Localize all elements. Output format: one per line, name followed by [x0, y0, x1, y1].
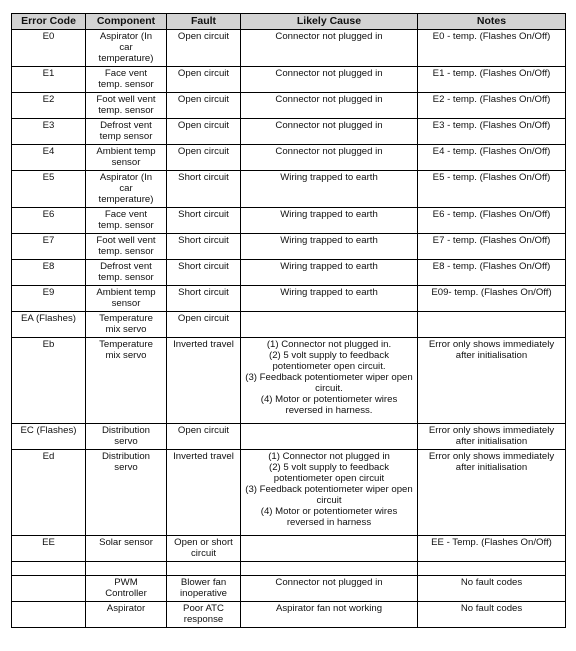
cell-fault: Short circuit [167, 208, 241, 234]
cell-notes [418, 312, 566, 338]
cell-error-code: E2 [12, 93, 86, 119]
cell-fault: Open circuit [167, 30, 241, 67]
cell-fault: Short circuit [167, 260, 241, 286]
cell-likely-cause: Wiring trapped to earth [241, 234, 418, 260]
cell-notes: E7 - temp. (Flashes On/Off) [418, 234, 566, 260]
cell-likely-cause: Wiring trapped to earth [241, 208, 418, 234]
cell-error-code: EE [12, 536, 86, 562]
cell-fault: Short circuit [167, 171, 241, 208]
cell-fault: Poor ATC response [167, 602, 241, 628]
table-row [12, 234, 566, 260]
cell-component: Foot well vent temp. sensor [86, 234, 167, 260]
cell-component: Aspirator (In car temperature) [86, 30, 167, 67]
cell-notes: E6 - temp. (Flashes On/Off) [418, 208, 566, 234]
header-error-code: Error Code [12, 14, 86, 30]
cell-likely-cause [241, 424, 418, 450]
cell-component: Ambient temp sensor [86, 286, 167, 312]
cell-error-code: Eb [12, 338, 86, 424]
cell-fault: Blower fan inoperative [167, 576, 241, 602]
cell-notes: Error only shows immediately after initialisation [418, 450, 566, 536]
cell-error-code [12, 602, 86, 628]
cell-notes: Error only shows immediately after initialisation [418, 424, 566, 450]
cell-likely-cause: (1) Connector not plugged in. (2) 5 volt supply to feedback potentiometer open circuit. (3) Feedback potentiometer wiper open circuit. (4) Motor or potentiometer wires reversed in harness. [241, 338, 418, 424]
cell-error-code: E4 [12, 145, 86, 171]
cell-error-code: EC (Flashes) [12, 424, 86, 450]
cell-component: Face vent temp. sensor [86, 208, 167, 234]
cell-component: Temperature mix servo [86, 338, 167, 424]
cell-component: Face vent temp. sensor [86, 67, 167, 93]
cell-notes: EE - Temp. (Flashes On/Off) [418, 536, 566, 562]
cell-likely-cause: Connector not plugged in [241, 119, 418, 145]
table-row [12, 119, 566, 145]
cell-component: Defrost vent temp. sensor [86, 260, 167, 286]
table-row [12, 171, 566, 208]
cell-fault: Short circuit [167, 286, 241, 312]
cell-error-code: EA (Flashes) [12, 312, 86, 338]
cell-fault: Open circuit [167, 93, 241, 119]
cell-notes: E2 - temp. (Flashes On/Off) [418, 93, 566, 119]
cell-fault: Open or short circuit [167, 536, 241, 562]
table-row [12, 312, 566, 338]
cell-error-code: E7 [12, 234, 86, 260]
header-fault: Fault [167, 14, 241, 30]
cell-likely-cause: Wiring trapped to earth [241, 260, 418, 286]
table-row [12, 260, 566, 286]
header-component: Component [86, 14, 167, 30]
cell-error-code: E1 [12, 67, 86, 93]
cell-fault [167, 562, 241, 576]
cell-fault: Short circuit [167, 234, 241, 260]
cell-error-code: E8 [12, 260, 86, 286]
cell-notes: No fault codes [418, 576, 566, 602]
cell-component: Aspirator (In car temperature) [86, 171, 167, 208]
cell-notes: E5 - temp. (Flashes On/Off) [418, 171, 566, 208]
error-code-table [11, 13, 566, 628]
cell-component: Solar sensor [86, 536, 167, 562]
cell-error-code: E6 [12, 208, 86, 234]
cell-notes: No fault codes [418, 602, 566, 628]
cell-component: PWM Controller [86, 576, 167, 602]
cell-likely-cause [241, 562, 418, 576]
cell-error-code: E0 [12, 30, 86, 67]
cell-component: Aspirator [86, 602, 167, 628]
cell-error-code [12, 576, 86, 602]
cell-notes: Error only shows immediately after initialisation [418, 338, 566, 424]
cell-likely-cause: Connector not plugged in [241, 30, 418, 67]
cell-error-code: Ed [12, 450, 86, 536]
cell-component: Defrost vent temp sensor [86, 119, 167, 145]
table-row [12, 450, 566, 536]
cell-error-code: E3 [12, 119, 86, 145]
table-row [12, 67, 566, 93]
table-row [12, 338, 566, 424]
cell-notes: E0 - temp. (Flashes On/Off) [418, 30, 566, 67]
cell-likely-cause [241, 312, 418, 338]
cell-fault: Inverted travel [167, 338, 241, 424]
header-likely-cause: Likely Cause [241, 14, 418, 30]
table-row [12, 286, 566, 312]
cell-component [86, 562, 167, 576]
header-row [12, 14, 566, 30]
cell-likely-cause: Connector not plugged in [241, 576, 418, 602]
cell-likely-cause: Connector not plugged in [241, 145, 418, 171]
cell-notes: E8 - temp. (Flashes On/Off) [418, 260, 566, 286]
cell-error-code: E5 [12, 171, 86, 208]
cell-likely-cause [241, 536, 418, 562]
cell-likely-cause: Wiring trapped to earth [241, 171, 418, 208]
cell-fault: Open circuit [167, 67, 241, 93]
cell-fault: Open circuit [167, 119, 241, 145]
table-row [12, 145, 566, 171]
cell-likely-cause: Connector not plugged in [241, 67, 418, 93]
cell-fault: Open circuit [167, 145, 241, 171]
cell-error-code: E9 [12, 286, 86, 312]
cell-fault: Inverted travel [167, 450, 241, 536]
cell-component: Distribution servo [86, 450, 167, 536]
table-row [12, 576, 566, 602]
table-body [12, 30, 566, 628]
cell-notes [418, 562, 566, 576]
cell-component: Ambient temp sensor [86, 145, 167, 171]
cell-likely-cause: Wiring trapped to earth [241, 286, 418, 312]
table-row [12, 424, 566, 450]
cell-likely-cause: Connector not plugged in [241, 93, 418, 119]
table-row [12, 602, 566, 628]
cell-notes: E4 - temp. (Flashes On/Off) [418, 145, 566, 171]
table-row [12, 30, 566, 67]
cell-likely-cause: (1) Connector not plugged in (2) 5 volt supply to feedback potentiometer open circuit (3) Feedback potentiometer wiper open circuit (4) Motor or potentiometer wires reversed in harness [241, 450, 418, 536]
header-notes: Notes [418, 14, 566, 30]
cell-notes: E1 - temp. (Flashes On/Off) [418, 67, 566, 93]
cell-component: Temperature mix servo [86, 312, 167, 338]
table-row-empty [12, 562, 566, 576]
table-row [12, 536, 566, 562]
cell-error-code [12, 562, 86, 576]
cell-notes: E09- temp. (Flashes On/Off) [418, 286, 566, 312]
cell-fault: Open circuit [167, 424, 241, 450]
cell-likely-cause: Aspirator fan not working [241, 602, 418, 628]
cell-component: Distribution servo [86, 424, 167, 450]
cell-component: Foot well vent temp. sensor [86, 93, 167, 119]
table-row [12, 93, 566, 119]
cell-fault: Open circuit [167, 312, 241, 338]
table-header [12, 14, 566, 30]
table-row [12, 208, 566, 234]
cell-notes: E3 - temp. (Flashes On/Off) [418, 119, 566, 145]
